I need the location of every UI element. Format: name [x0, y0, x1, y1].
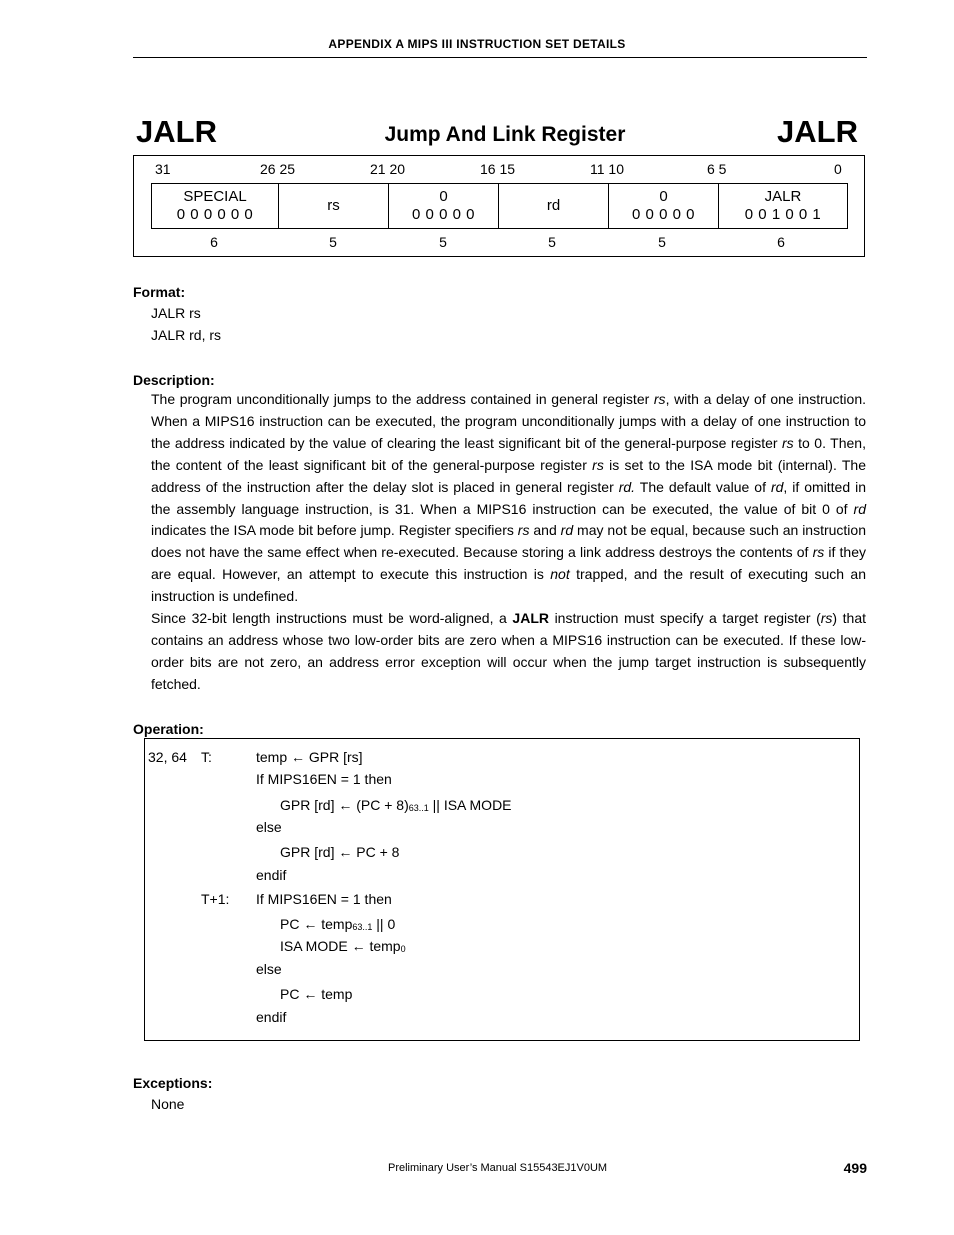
- bit-position: 21 20: [370, 161, 406, 177]
- operation-t-label: T:: [201, 749, 212, 765]
- field-special: [152, 184, 279, 228]
- footer-manual: Preliminary User’s Manual S15543EJ1V0UM: [388, 1162, 608, 1174]
- operation-line: else: [256, 961, 282, 977]
- operation-line: temp ← GPR [rs]: [256, 749, 363, 765]
- operation-line: PC ← temp$_{63..1}$ || 0: [280, 916, 396, 932]
- instruction-name: Jump And Link Register: [384, 123, 626, 146]
- exceptions-value: None: [151, 1096, 185, 1112]
- operation-line: PC ← temp: [280, 986, 353, 1002]
- operation-line: GPR [rd] ← PC + 8: [280, 844, 400, 860]
- format-line: JALR rs: [151, 305, 201, 321]
- bit-position: 16 15: [480, 161, 516, 177]
- field-value: 0 0 0 0 0 0: [176, 206, 254, 223]
- operation-box: [144, 738, 860, 1041]
- description-paragraph: Since 32-bit length instructions must be word-aligned, a JALR instruction must specify a target register (rs) that contains an address whose two low-order bits are zero when a MIPS16 instruction can be executed. If these low-order bits are not zero, an address error exception will occur when the jump target instruction is subsequently fetched.: [151, 610, 867, 692]
- field-label: 0: [439, 188, 448, 205]
- field-label: 0: [659, 188, 668, 205]
- format-line: JALR rd, rs: [151, 327, 222, 343]
- description-paragraph: The program unconditionally jumps to the address contained in general register rs, with a delay of one instruction. When a MIPS16 instruction can be executed, the program unconditionally jumps with a delay of one instruction to the address indicated by the value of clearing the least significant bit of the general-purpose register rs to 0. Then, the content of the least significant bit of the general-purpose register rs is set to the ISA mode bit (internal). The address of the instruction after the delay slot is placed in general register rd. The default value of rd, if omitted in the assembly language instruction, is 31. When a MIPS16 instruction can be executed, the value of bit 0 of rd indicates the ISA mode bit before jump. Register specifiers rs and rd may not be equal, because such an instruction does not have the same effect when re-executed. Because storing a link address destroys the contents of rs if they are equal. However, an attempt to execute this instruction is not trapped, and the result of executing such an instruction is undefined.: [151, 391, 867, 605]
- page-number: 499: [843, 1160, 867, 1176]
- bit-position: 26 25: [260, 161, 296, 177]
- field-rs: [279, 184, 389, 228]
- field-value: 0 0 0 0 0: [632, 206, 695, 223]
- bit-position: 0: [834, 161, 842, 177]
- field-value: 0 0 0 0 0: [412, 206, 475, 223]
- operation-line: GPR [rd] ← $(PC + 8)_{63..1}$ || ISA MODE: [280, 797, 512, 813]
- field-value: 0 0 1 0 0 1: [744, 206, 822, 223]
- exceptions-heading: Exceptions:: [133, 1075, 213, 1091]
- bit-position: 11 10: [590, 161, 624, 177]
- field-label: JALR: [764, 188, 802, 205]
- operation-line: ISA MODE ← temp$_0$: [280, 938, 406, 954]
- field-width: 6: [777, 234, 785, 250]
- format-heading: Format:: [133, 284, 186, 300]
- mnemonic-right: JALR: [777, 114, 858, 149]
- operation-line: else: [256, 819, 282, 835]
- description-heading: Description:: [133, 372, 215, 388]
- field-width: 5: [548, 234, 556, 250]
- field-zero-1: [389, 184, 499, 228]
- header-rule: [133, 57, 867, 58]
- field-rd: [499, 184, 609, 228]
- encoding-fields: [151, 183, 848, 229]
- field-zero-2: [609, 184, 719, 228]
- field-width: 5: [329, 234, 337, 250]
- field-label: SPECIAL: [183, 188, 247, 205]
- description-body: [151, 389, 866, 696]
- field-label: rs: [327, 197, 340, 214]
- bit-position: 31: [155, 161, 171, 177]
- running-header: APPENDIX A MIPS III INSTRUCTION SET DETAILS: [328, 37, 626, 51]
- operation-heading: Operation:: [133, 721, 204, 737]
- field-width: 5: [439, 234, 447, 250]
- field-width: 5: [658, 234, 666, 250]
- operation-mode: 32, 64: [148, 749, 187, 765]
- operation-line: If MIPS16EN = 1 then: [256, 891, 392, 907]
- operation-line: endif: [256, 867, 287, 883]
- operation-t1-label: T+1:: [201, 891, 230, 907]
- bit-position: 6 5: [707, 161, 727, 177]
- field-width: 6: [210, 234, 218, 250]
- field-jalr: [719, 184, 847, 228]
- mnemonic-left: JALR: [136, 114, 217, 149]
- operation-line: If MIPS16EN = 1 then: [256, 771, 392, 787]
- operation-line: endif: [256, 1009, 287, 1025]
- field-label: rd: [546, 197, 561, 214]
